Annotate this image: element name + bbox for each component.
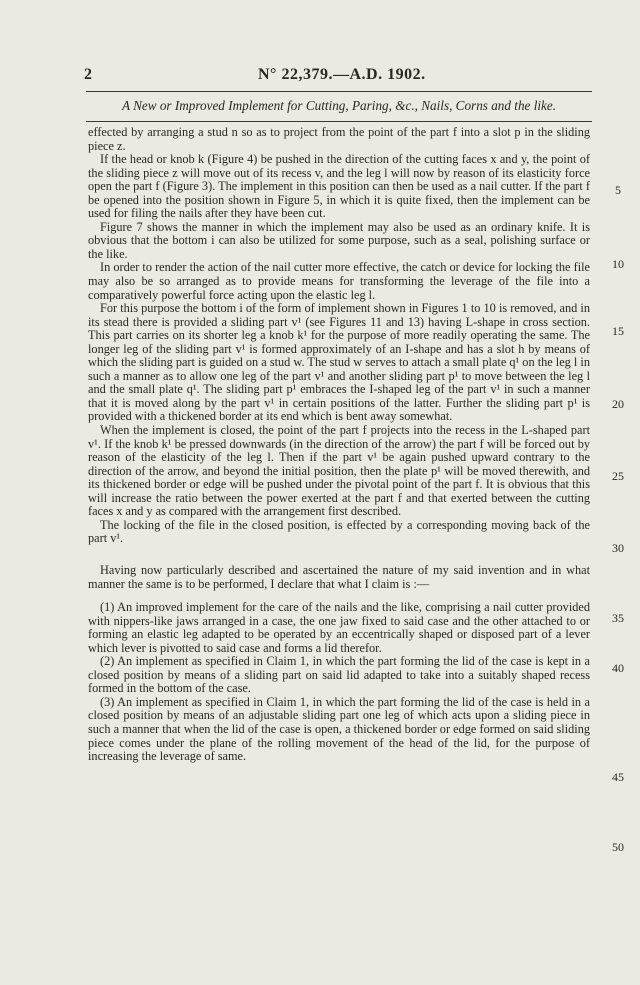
line-number: 25 bbox=[612, 469, 624, 483]
claim-3: (3) An implement as specified in Claim 1, in which the part forming the lid of the case is held in a closed position by means of an adjustable sliding part one leg of which acts upon a sliding piece in such a manner that when the lid of the case is open, a thickened border or edge formed on said sliding piece comes under the plane of the rolling movement of the head of the lid, for the purpose of increasing the leverage of same. bbox=[88, 694, 590, 764]
line-number: 40 bbox=[612, 661, 624, 675]
paragraph: For this purpose the bottom i of the form of implement shown in Figures 1 to 10 is removed, and in its stead there is provided a sliding part v¹ (see Figures 11 and 13) having L-shape in cross section. This part carries on its shorter leg a knob k¹ for the purpose of more readily operating the same. The longer leg of the sliding part v¹ is formed approximately of an I-shape and has a slot h by means of which the sliding part is guided on a stud w. The stud w serves to attach a small plate q¹ on the leg l in such a manner as to allow one leg of the part v¹ and another sliding part p¹ to move between the leg l and the small plate q¹. The sliding part p¹ embraces the I-shaped leg of the part v¹ in such a manner that it is moved along by the part v¹ in certain positions of the latter. Further the sliding part p¹ is provided with a thickened border at its end which is bent away somewhat. bbox=[88, 301, 590, 424]
body-text bbox=[88, 126, 590, 764]
paragraph: The locking of the file in the closed position, is effected by a corresponding moving back of the part v¹. bbox=[88, 517, 590, 546]
page-number: 2 bbox=[84, 66, 92, 83]
line-number: 20 bbox=[612, 397, 624, 411]
paragraph: When the implement is closed, the point of the part f projects into the recess in the L-shaped part v¹. If the knob k¹ be pressed downwards (in the direction of the arrow) the part f will be forced out by reason of the elasticity of the leg l. Then if the part v¹ be again pushed upward contrary to the direction of the arrow, and beyond the initial position, then the plate p¹ will be moved therewith, and its thickened border or edge will be pushed under the pivotal point of the part f. It is obvious that this will increase the ratio between the power exerted at the part f and that exerted between the cutting faces x and y as compared with the arrangement first described. bbox=[88, 423, 590, 519]
line-number: 5 bbox=[615, 183, 621, 197]
paragraph: If the head or knob k (Figure 4) be pushed in the direction of the cutting faces x and y, the point of the sliding piece z will move out of its recess v, and the leg l will now by reason of its elasticity force open the part f (Figure 3). The implement in this position can then be used as a nail cutter. If the part f be opened into the position shown in Figure 5, in which it is quite fixed, then the implement can be used for filing the nails after they have been cut. bbox=[88, 152, 590, 221]
line-number: 15 bbox=[612, 324, 624, 338]
line-number: 50 bbox=[612, 840, 624, 854]
running-title: A New or Improved Implement for Cutting, Paring, &c., Nails, Corns and the like. bbox=[121, 98, 557, 113]
line-number: 35 bbox=[612, 611, 624, 625]
claim-1: (1) An improved implement for the care of the nails and the like, comprising a nail cutter provided with nippers-like jaws arranged in a case, the one jaw fixed to said case and the other attached to or forming an elastic leg adapted to be operated by an eccentrically shaped or disposed part of a lever which lever is pivotted to said case and forms a lid therefor. bbox=[88, 600, 590, 655]
line-number: 10 bbox=[612, 257, 624, 271]
patent-reference: N° 22,379.—A.D. 1902. bbox=[258, 66, 426, 83]
declaration-paragraph: Having now particularly described and ascertained the nature of my said invention and in what manner the same is to be performed, I declare that what I claim is :— bbox=[88, 562, 590, 591]
paragraph: effected by arranging a stud n so as to project from the point of the part f into a slot p in the sliding piece z. bbox=[88, 125, 590, 153]
paragraph: Figure 7 shows the manner in which the implement may also be used as an ordinary knife. It is obvious that the bottom i can also be utilized for some purpose, such as a seal, polishing surface or the like. bbox=[88, 219, 590, 261]
line-number: 30 bbox=[612, 541, 624, 555]
line-number: 45 bbox=[612, 770, 624, 784]
header-rule-top bbox=[86, 91, 592, 92]
claim-2: (2) An implement as specified in Claim 1, in which the part forming the lid of the case is kept in a closed position by means of a sliding part on said lid adapted to take into a suitably shaped recess formed in the bottom of the case. bbox=[88, 654, 590, 696]
paragraph: In order to render the action of the nail cutter more effective, the catch or device for locking the file may also be so arranged as to provide means for transforming the leverage of the file into a comparatively powerful force acting upon the elastic leg l. bbox=[88, 260, 590, 302]
header-rule-bottom bbox=[86, 121, 592, 122]
